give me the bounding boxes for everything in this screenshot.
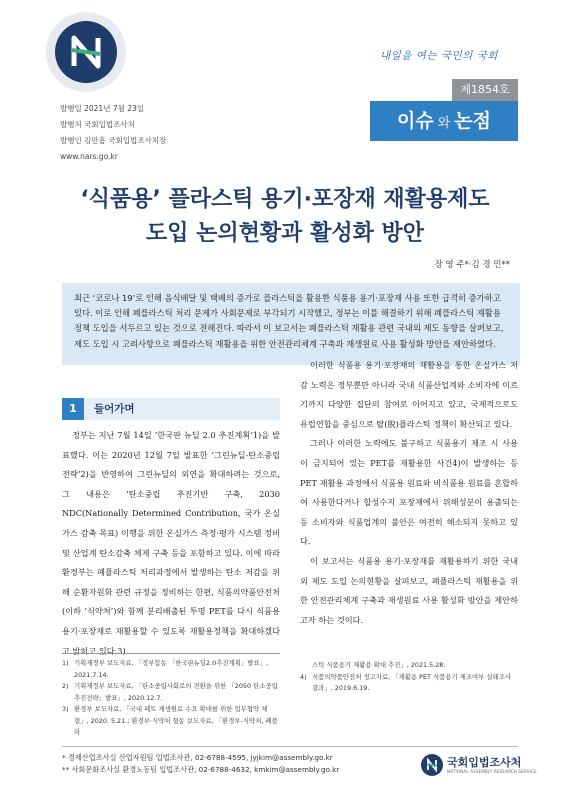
pub-issuer: 발행인 김만흠 국회입법조사처장 <box>60 136 167 145</box>
footer-org-name-en: NATIONAL ASSEMBLY RESEARCH SERVICE <box>447 769 537 774</box>
paragraph: 정부는 지난 7월 14일 ‘한국판 뉴딜 2.0 추진계획’1)을 발표했다. 이는 2020년 12월 7일 발표한 ‘그린뉴딜-탄소중립 전략’2)을 반영하여 그린뉴딜의 외연을 확대하려는 것으로, 그 내용은 ‘탄소중립 추진기반 구축, 2030 NDC(Nationally Determined Contribution, 국가 온실가스 감축 목표) 이행을 위한 온실가스 측정·평가 시스템 정비 및 산업계 탄소감축 체제 구축 등을 포함하고 있다. 이에 따라 환경부는 폐플라스틱 처리과정에서 발생하는 탄소 저감을 위해 순환자원화 관련 규정을 정비하는 한편, 식품의약품안전처(이하 ‘식약처’)와 함께 분리배출된 투명 PET를 다시 식품용 용기·포장재로 재활용할 수 있도록 재활용정책을 확대하겠다고 밝히고 있다.3) <box>62 430 280 656</box>
body-column-right <box>300 356 518 630</box>
pub-publisher: 발행처 국회입법조사처 <box>60 120 135 129</box>
contact-author-1: * 경제산업조사실 산업자원팀 입법조사관, 02-6788-4595, jyjkim@assembly.go.kr <box>62 753 333 762</box>
footnote-divider <box>62 653 280 654</box>
footnotes-left <box>62 658 280 739</box>
publication-info <box>60 101 166 165</box>
nars-logo <box>44 10 128 94</box>
nars-emblem-icon <box>420 753 444 777</box>
footer-org-name: 국회입법조사처 <box>447 756 522 769</box>
issue-number: 제1854호 <box>452 79 518 101</box>
author-contacts <box>62 752 339 776</box>
series-title <box>370 101 518 141</box>
report-title-line1: ‘식품용’ 플라스틱 용기·포장재 재활용제도 <box>80 187 490 212</box>
footer-divider <box>62 746 518 747</box>
pub-website-link[interactable]: www.nars.go.kr <box>60 152 118 161</box>
footnote: 4) 식품의약품안전처 정고자료, 「재활용 PET 식품용기 제조여부 실태조사 결과」, 2019.6.19. <box>300 672 512 692</box>
footer-logo <box>420 751 537 781</box>
series-main: 이슈 <box>397 110 434 132</box>
contact-author-2: ** 사회문화조사실 환경노동팀 입법조사관, 02-6788-4632, kmkim@assembly.go.kr <box>62 765 340 774</box>
section-title: 들어가며 <box>94 403 135 415</box>
footnotes-right <box>300 660 518 695</box>
series-end: 논점 <box>454 110 491 132</box>
paragraph: 그러나 이러한 노력에도 불구하고 식품용기 제조 시 사용이 금지되어 있는 PET를 재활용한 사건4)이 발생하는 등 PET 재활용 과정에서 식품용 원료와 비식품용 원료를 혼합하여 사용한다거나 합성수지 포장재에서 위해성분이 용출되는 등 소비자와 식품업계의 불안은 여전히 해소되지 못하고 있다. <box>300 438 518 547</box>
footnote: 3) 환경부 보도자료, 「국내 페트 재생원료 수요 확대를 위한 업무협약 체결」, 2020. 5.21.; 환경부·식약처 협동 보도자료, 「환경부-식약처, 폐플라 <box>62 705 278 736</box>
footnote: 스틱 식품용기 재활용 확대 추진」, 2021.5.28. <box>312 661 446 669</box>
body-column-left <box>62 426 280 661</box>
paragraph: 이러한 식품용 용기·포장재의 재활용을 통한 온실가스 저감 노력은 정부뿐만 아니라 국내 식품산업계와 소비자에 이르기까지 다양한 집단의 참여로 이어지고 있고, 국제적으로도 유럽연합을 중심으로 탈(脫)플라스틱 정책이 확산되고 있다. <box>300 360 518 429</box>
pub-date: 발행일 2021년 7월 23일 <box>60 104 145 113</box>
report-title-line2: 도입 논의현황과 활성화 방안 <box>145 221 424 246</box>
footnote: 2) 기획재정부 보도자료, 「탄소중립사회로의 전환을 위한 「2050 탄소중립 추진전략」발표」, 2020.12.7. <box>62 682 278 702</box>
footnote: 1) 기획재정부 보도자료, 「정부합동 「한국판뉴딜2.0추진계획」발표」, 2021.7.14. <box>62 659 269 679</box>
paragraph: 이 보고서는 식품용 용기·포장재를 재활용하기 위한 국내외 제도 도입 논의현황을 살펴보고, 폐플라스틱 재활용을 위한 안전관리체계 구축과 재생원료 사용 활성화 방안을 제안하고자 하는 것이다. <box>300 555 518 625</box>
section-number: 1 <box>62 398 84 420</box>
series-conj: 와 <box>437 116 451 131</box>
slogan: 내일을 여는 국민의 국회 <box>380 50 498 62</box>
summary-box: 최근 ‘코로나 19’로 인해 음식배달 및 택배의 증가로 플라스틱을 활용한 식품용 용기·포장재 사용 또한 급격히 증가하고 있다. 이로 인해 폐플라스틱 처리 문제가 사회문제로 부각되기 시작했고, 정부는 이를 해결하기 위해 폐플라스틱 재활용 정책 도입을 서두르고 있는 것으로 전해진다. 따라서 이 보고서는 폐플라스틱 재활용 관련 국내외 제도 동향을 살펴보고, 제도 도입 시 고려사항으로 폐플라스틱 재활용을 위한 안전관리체계 구축과 재생원료 사용 활성화 방안을 제안하였다. <box>62 283 520 365</box>
authors: 장 영 주*·김 경 민** <box>434 260 510 270</box>
